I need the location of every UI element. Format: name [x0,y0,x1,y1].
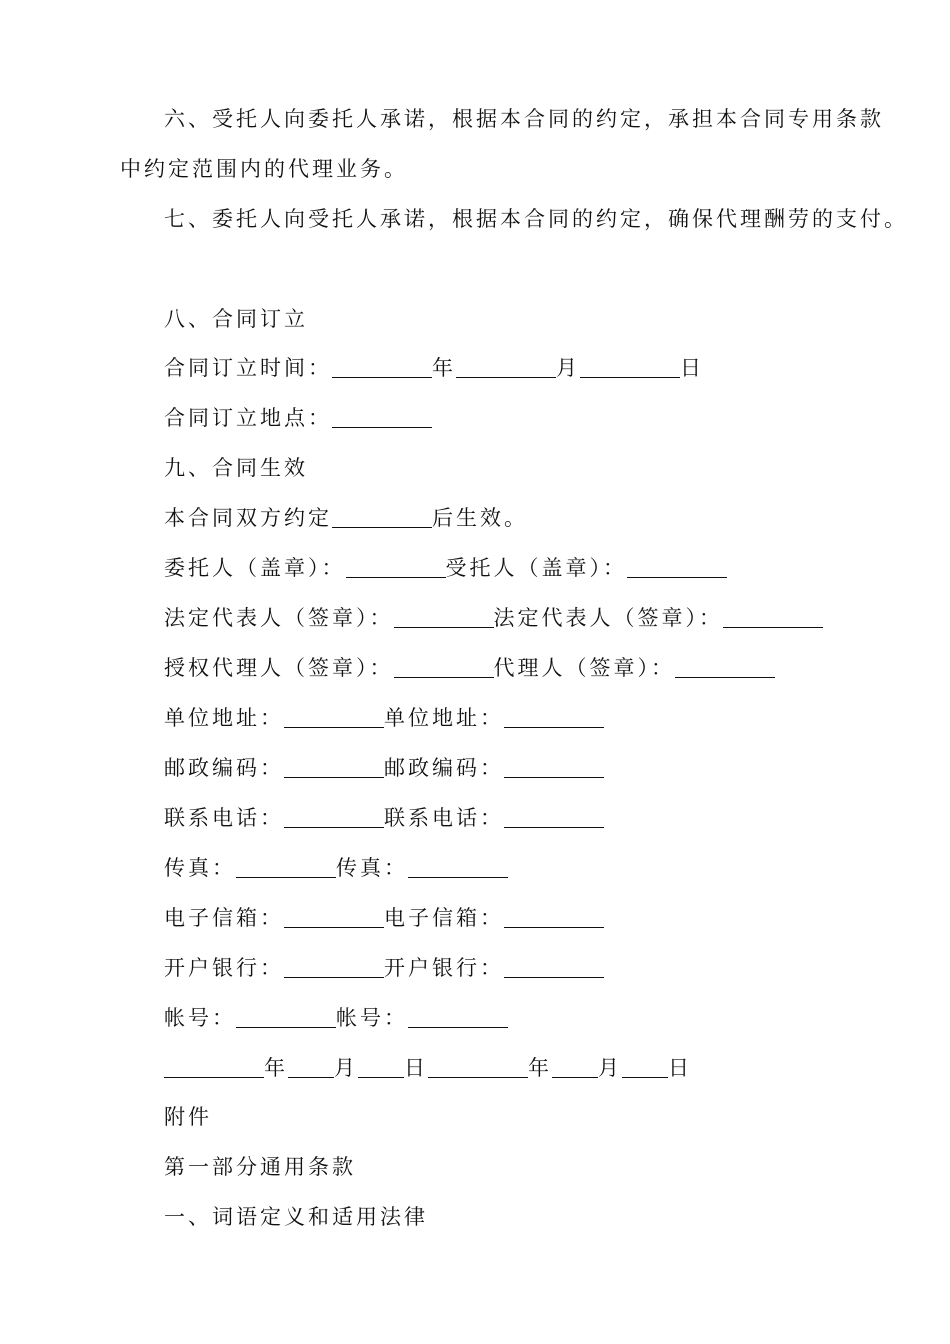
bank-blank-right[interactable] [504,957,604,978]
client-seal-blank[interactable] [346,557,446,578]
right-year-blank[interactable] [428,1057,528,1078]
phone-label-right: 联系电话： [384,806,504,830]
phone-blank-left[interactable] [284,807,384,828]
effect-text-after: 后生效。 [432,506,528,530]
client-rep-blank[interactable] [394,607,494,628]
postcode-row [164,753,604,783]
section-effect-heading: 九、合同生效 [164,456,308,480]
effect-blank[interactable] [332,507,432,528]
fax-label-left: 传真： [164,856,236,880]
appendix-part1-heading: 第一部分通用条款 [164,1155,356,1179]
day-text: 日 [680,356,704,380]
right-year-text: 年 [528,1056,552,1080]
legal-rep-row [164,603,823,633]
appendix-section1-heading: 一、词语定义和适用法律 [164,1205,428,1229]
appendix-label: 附件 [164,1105,212,1129]
sign-date-row [164,1053,692,1083]
signing-place-row [164,403,432,433]
agent-rep-blank[interactable] [723,607,823,628]
email-label-left: 电子信箱： [164,906,284,930]
client-rep-label: 法定代表人（签章）： [164,606,394,630]
day-blank[interactable] [580,357,680,378]
clause-six-line1: 六、受托人向委托人承诺，根据本合同的约定，承担本合同专用条款 [164,107,884,131]
left-year-text: 年 [264,1056,288,1080]
address-label-right: 单位地址： [384,706,504,730]
phone-label-left: 联系电话： [164,806,284,830]
client-seal-label: 委托人（盖章）： [164,556,346,580]
left-year-blank[interactable] [164,1057,264,1078]
address-blank-right[interactable] [504,707,604,728]
email-row [164,903,604,933]
left-month-text: 月 [334,1056,358,1080]
address-blank-left[interactable] [284,707,384,728]
right-month-blank[interactable] [552,1057,598,1078]
right-day-blank[interactable] [622,1057,668,1078]
signing-place-label: 合同订立地点： [164,406,332,430]
address-label-left: 单位地址： [164,706,284,730]
year-blank[interactable] [332,357,432,378]
seal-row [164,553,727,583]
agent-seal-blank[interactable] [627,557,727,578]
place-blank[interactable] [332,407,432,428]
right-month-text: 月 [598,1056,622,1080]
signing-time-row [164,353,704,383]
bank-label-right: 开户银行： [384,956,504,980]
agent-seal-label: 受托人（盖章）： [445,556,627,580]
clause-six-line2: 中约定范围内的代理业务。 [120,157,408,181]
postcode-label-left: 邮政编码： [164,756,284,780]
fax-label-right: 传真： [336,856,408,880]
client-agent-label: 授权代理人（签章）： [164,656,394,680]
client-agent-blank[interactable] [394,657,494,678]
fax-blank-left[interactable] [236,857,336,878]
fax-row [164,853,508,883]
email-label-right: 电子信箱： [384,906,504,930]
account-blank-left[interactable] [236,1007,336,1028]
effect-text-before: 本合同双方约定 [164,506,332,530]
bank-label-left: 开户银行： [164,956,284,980]
bank-blank-left[interactable] [284,957,384,978]
effect-row [164,503,528,533]
account-label-left: 帐号： [164,1006,236,1030]
phone-row [164,803,604,833]
address-row [164,703,604,733]
email-blank-left[interactable] [284,907,384,928]
postcode-label-right: 邮政编码： [384,756,504,780]
account-blank-right[interactable] [408,1007,508,1028]
left-month-blank[interactable] [288,1057,334,1078]
section-signing-heading: 八、合同订立 [164,307,308,331]
account-row [164,1003,508,1033]
fax-blank-right[interactable] [408,857,508,878]
postcode-blank-right[interactable] [504,757,604,778]
agent-agent-label: 代理人（签章）： [493,656,675,680]
bank-row [164,953,604,983]
year-text: 年 [432,356,456,380]
email-blank-right[interactable] [504,907,604,928]
agent-rep-label: 法定代表人（签章）： [493,606,723,630]
phone-blank-right[interactable] [504,807,604,828]
signing-time-label: 合同订立时间： [164,356,332,380]
authorized-agent-row [164,653,775,683]
month-text: 月 [556,356,580,380]
account-label-right: 帐号： [336,1006,408,1030]
left-day-blank[interactable] [358,1057,404,1078]
clause-seven: 七、委托人向受托人承诺，根据本合同的约定，确保代理酬劳的支付。 [164,207,908,231]
agent-agent-blank[interactable] [675,657,775,678]
postcode-blank-left[interactable] [284,757,384,778]
right-day-text: 日 [668,1056,692,1080]
left-day-text: 日 [404,1056,428,1080]
month-blank[interactable] [456,357,556,378]
